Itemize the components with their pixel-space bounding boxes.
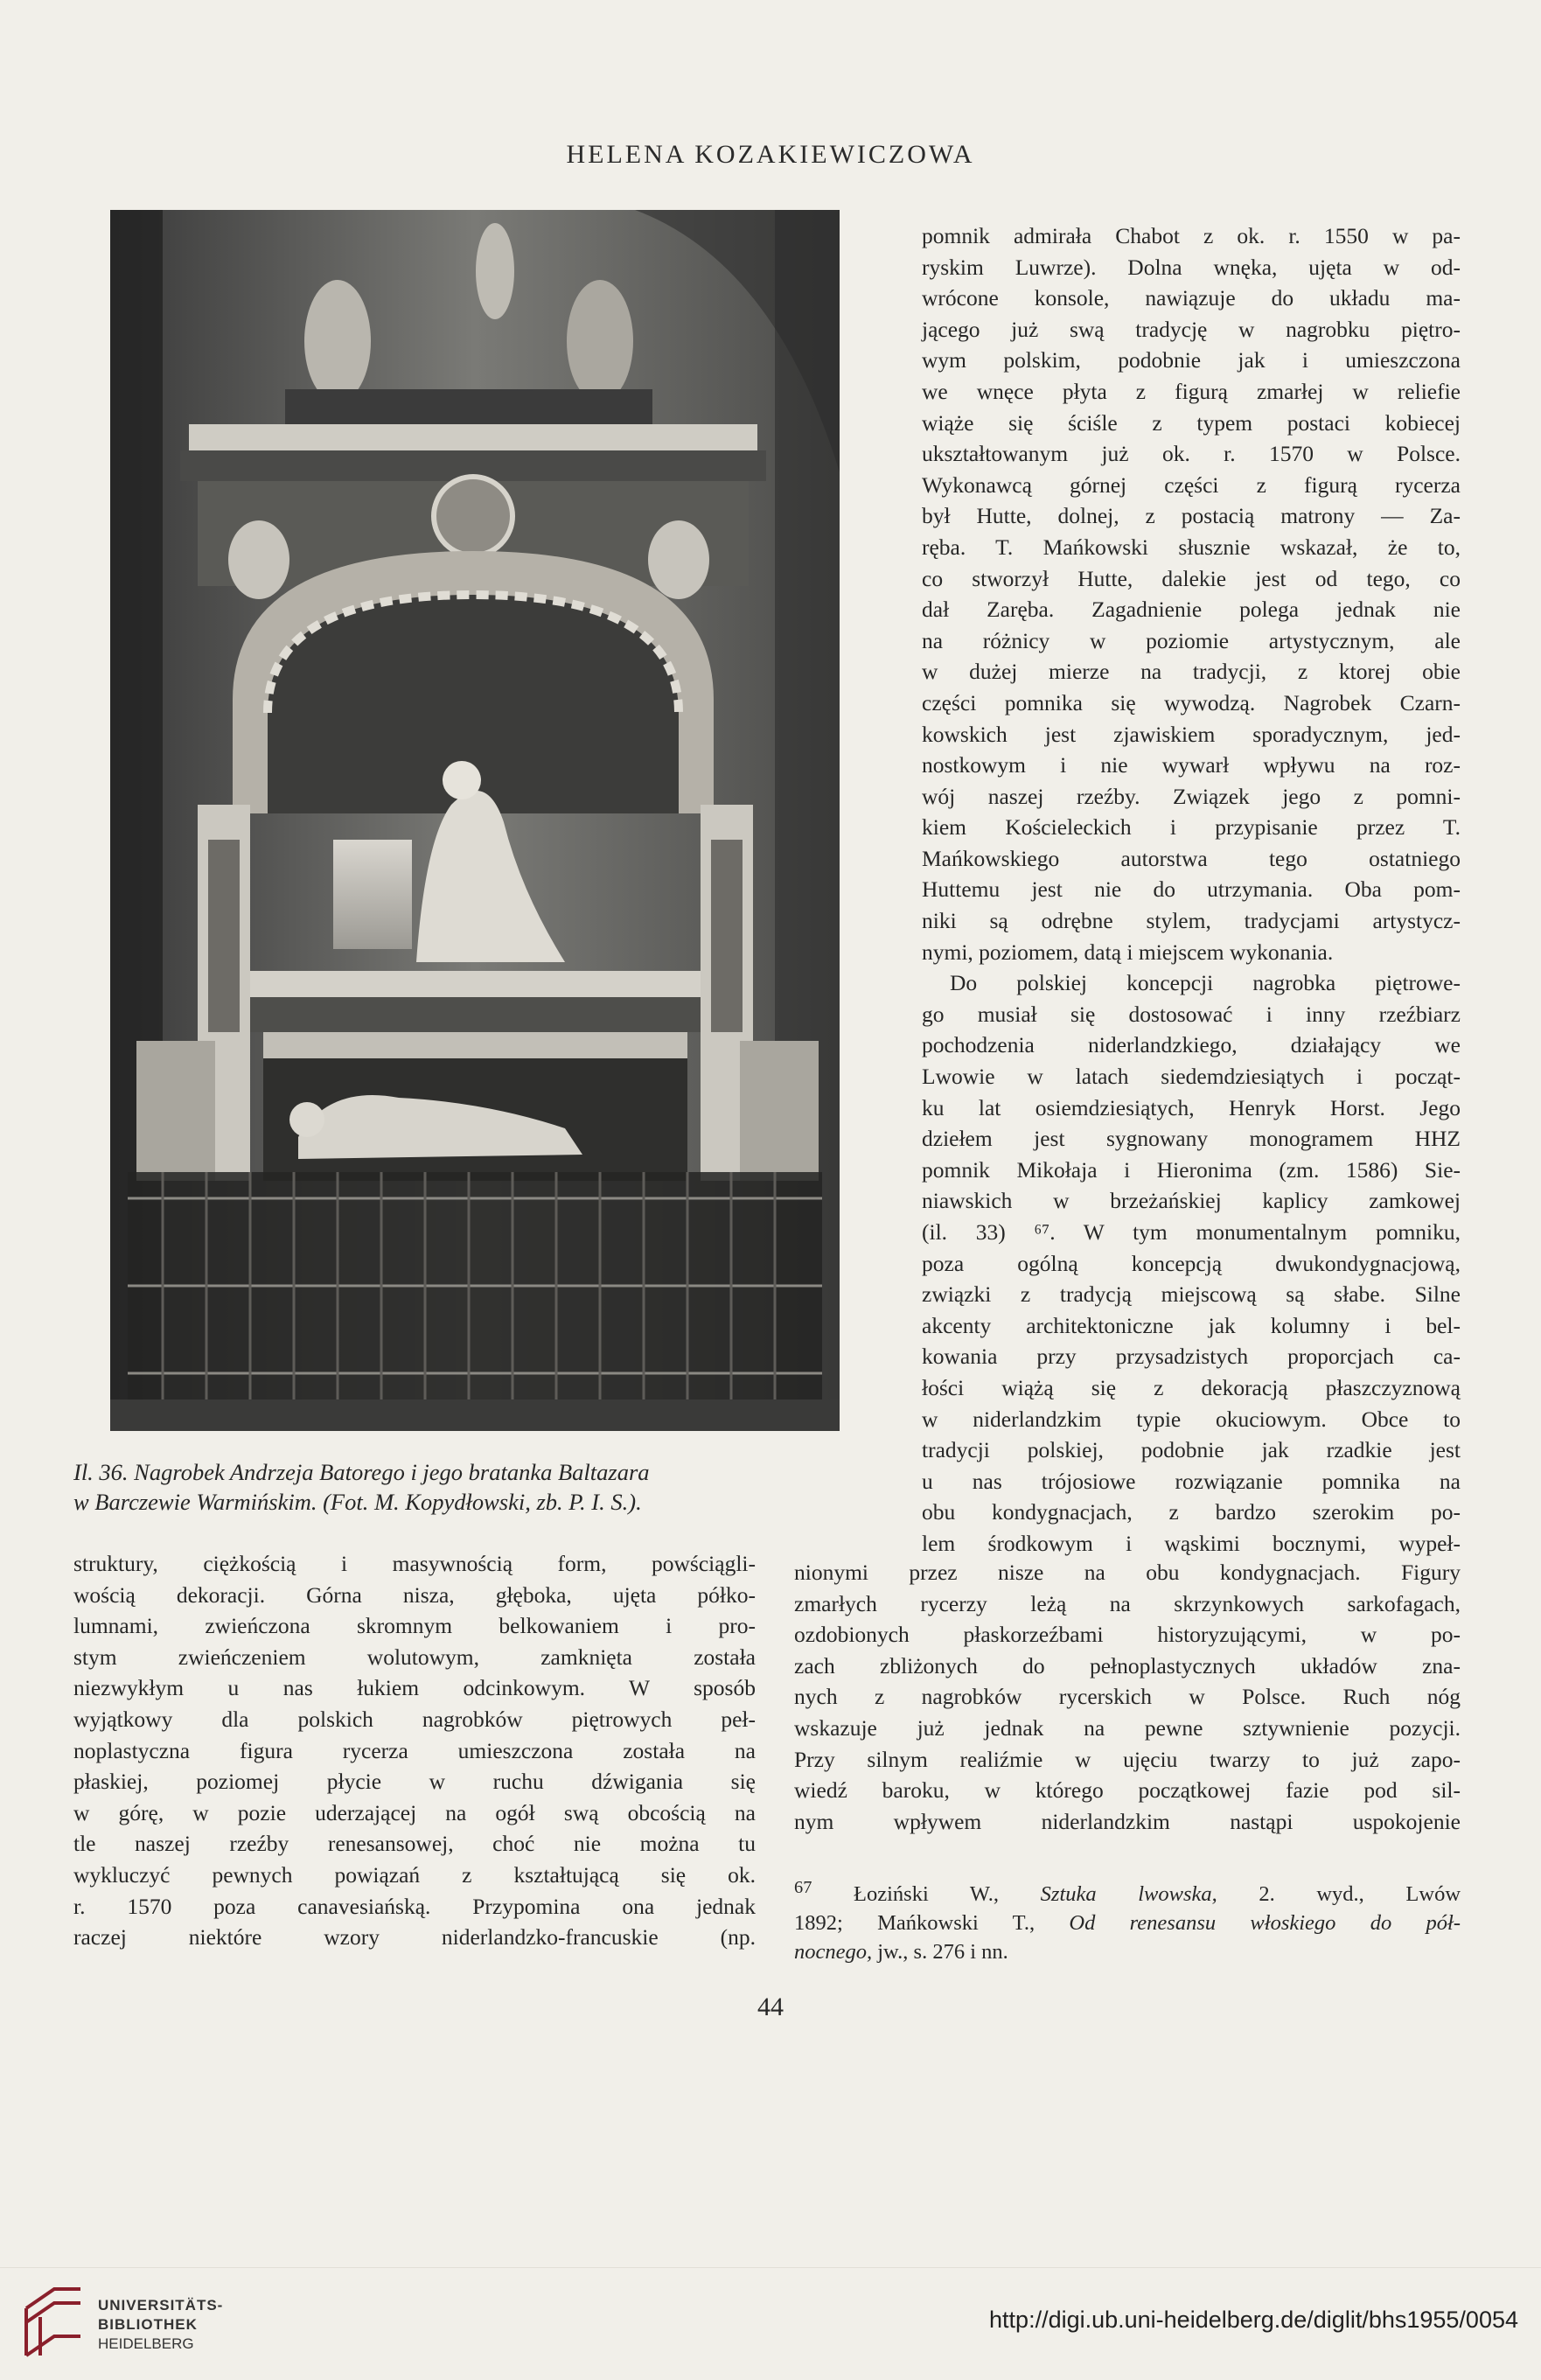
footnote-line bbox=[794, 1909, 1461, 1937]
footnote bbox=[794, 1874, 1461, 1966]
tomb-photograph-image bbox=[110, 210, 840, 1431]
text-line: wyjątkowy dla polskich nagrobków piętrowych peł- bbox=[73, 1706, 756, 1732]
text-line: pomnik Mikołaja i Hieronima (zm. 1586) Sie- bbox=[922, 1156, 1461, 1183]
library-name bbox=[98, 2296, 223, 2354]
text-line: zmarłych rycerzy leżą na skrzynkowych sarkofagach, bbox=[794, 1590, 1461, 1616]
caption-line: w Barczewie Warmińskim. (Fot. M. Kopydłowski, zb. P. I. S.). bbox=[73, 1489, 642, 1515]
text-line: niawskich w brzeżańskiej kaplicy zamkowej bbox=[922, 1188, 1461, 1214]
text-line: jącego już swą tradycję w nagrobku piętro- bbox=[922, 316, 1461, 342]
footnote-text: Łoziński W., bbox=[812, 1882, 1041, 1907]
lower-right-text-column bbox=[794, 1557, 1461, 1837]
text-line: części pomnika się wywodzą. Nagrobek Czarn- bbox=[922, 689, 1461, 715]
text-line: co stworzył Hutte, dalekie jest od tego, co bbox=[922, 565, 1461, 591]
library-name-line: HEIDELBERG bbox=[98, 2335, 194, 2352]
caption-line: Il. 36. Nagrobek Andrzeja Batorego i jego bratanka Baltazara bbox=[73, 1459, 650, 1485]
figure-caption bbox=[73, 1457, 861, 1517]
text-line: nych z nagrobków rycerskich w Polsce. Ruch nóg bbox=[794, 1684, 1461, 1710]
text-line: wój naszej rzeźby. Związek jego z pomni- bbox=[922, 783, 1461, 809]
text-line: r. 1570 poza canavesiańską. Przypomina ona jednak bbox=[73, 1893, 756, 1919]
text-line: płaskiej, poziomej płycie w ruchu dźwigania się bbox=[73, 1769, 756, 1795]
footnote-title: Sztuka lwowska, bbox=[1040, 1882, 1217, 1907]
library-name-line: BIBLIOTHEK bbox=[98, 2316, 198, 2333]
text-line: zach zbliżonych do pełnoplastycznych układów zna- bbox=[794, 1652, 1461, 1679]
tomb-photograph bbox=[110, 210, 840, 1431]
text-line: dał Zaręba. Zagadnienie polega jednak nie bbox=[922, 597, 1461, 623]
text-line: obu kondygnacjach, z bardzo szerokim po- bbox=[922, 1499, 1461, 1525]
text-line: kowskich jest zjawiskiem sporadycznym, jed- bbox=[922, 721, 1461, 747]
text-line: w dużej mierze na tradycji, z ktorej obie bbox=[922, 659, 1461, 685]
text-line: pomnik admirała Chabot z ok. r. 1550 w pa- bbox=[922, 223, 1461, 248]
text-line: nymi, poziomem, datą i miejscem wykonania. bbox=[922, 939, 1334, 965]
text-line: kiem Kościeleckich i przypisanie przez T. bbox=[922, 814, 1461, 841]
text-line: wskazuje już jednak na pewne sztywnienie pozycji. bbox=[794, 1714, 1461, 1741]
text-line: ozdobionych płaskorzeźbami historyzującymi, w po- bbox=[794, 1622, 1461, 1648]
footnote-title: nocnego, bbox=[794, 1940, 873, 1965]
footnote-line bbox=[794, 1874, 1461, 1909]
text-line: wykluczyć pewnych powiązań z kształtującą się ok. bbox=[73, 1861, 756, 1888]
footnote-text: 1892; Mańkowski T., bbox=[794, 1911, 1070, 1936]
text-line: łości wiążą się z dekoracją płaszczyznową bbox=[922, 1374, 1461, 1400]
text-line: w górę, w pozie uderzającej na ogół swą obcością na bbox=[73, 1799, 756, 1825]
text-line: wrócone konsole, nawiązuje do układu ma- bbox=[922, 285, 1461, 311]
text-line: niki są odrębne stylem, tradycjami artystycz- bbox=[922, 908, 1461, 934]
text-line: noplastyczna figura rycerza umieszczona została na bbox=[73, 1737, 756, 1763]
text-line: Wykonawcą górnej części z figurą rycerza bbox=[922, 471, 1461, 498]
library-name-line: UNIVERSITÄTS- bbox=[98, 2297, 224, 2314]
text-line: raczej niektóre wzory niderlandzko-francuskie (np. bbox=[73, 1924, 756, 1951]
text-line: Huttemu jest nie do utrzymania. Oba pom- bbox=[922, 876, 1461, 903]
text-line: tle naszej rzeźby renesansowej, choć nie można tu bbox=[73, 1831, 756, 1857]
footnote-text: 2. wyd., Lwów bbox=[1217, 1882, 1461, 1907]
text-line: ręba. T. Mańkowski słusznie wskazał, że to, bbox=[922, 534, 1461, 560]
footnote-title: Od renesansu włoskiego do pół- bbox=[1069, 1911, 1461, 1936]
text-line: go musiał się dostosować i inny rzeźbiarz bbox=[922, 1001, 1461, 1027]
text-line: związki z tradycją miejscową są słabe. Silne bbox=[922, 1281, 1461, 1308]
text-line: wiąże się ściśle z typem postaci kobiecej bbox=[922, 409, 1461, 436]
footnote-number: 67 bbox=[794, 1878, 812, 1897]
text-line: akcenty architektoniczne jak kolumny i bel- bbox=[922, 1312, 1461, 1338]
text-line: Mańkowskiego autorstwa tego ostatniego bbox=[922, 845, 1461, 871]
text-line: lumnami, zwieńczona skromnym belkowaniem i pro- bbox=[73, 1613, 756, 1639]
text-line: stym zwieńczeniem wolutowym, zamknięta została bbox=[73, 1644, 756, 1670]
text-line: poza ogólną koncepcją dwukondygnacjową, bbox=[922, 1250, 1461, 1276]
text-line: (il. 33) ⁶⁷. W tym monumentalnym pomniku, bbox=[922, 1219, 1461, 1245]
text-line: u nas trójosiowe rozwiązanie pomnika na bbox=[922, 1468, 1461, 1494]
right-text-column bbox=[922, 220, 1461, 1560]
text-line: w niderlandzkim typie okuciowym. Obce to bbox=[922, 1406, 1461, 1432]
text-line: Przy silnym realiźmie w ujęciu twarzy to już zapo- bbox=[794, 1746, 1461, 1772]
page-number: 44 bbox=[757, 1993, 784, 2021]
text-line: dziełem jest sygnowany monogramem HHZ bbox=[922, 1126, 1461, 1152]
text-line: wością dekoracji. Górna nisza, głęboka, ujęta półko- bbox=[73, 1581, 756, 1608]
text-line: na różnicy w poziomie artystycznym, ale bbox=[922, 627, 1461, 653]
text-line: wym polskim, podobnie jak i umieszczona bbox=[922, 347, 1461, 373]
text-line: Do polskiej koncepcji nagrobka piętrowe- bbox=[950, 970, 1461, 996]
running-header: HELENA KOZAKIEWICZOWA bbox=[566, 140, 975, 169]
text-line: nostkowym i nie wywarł wpływu na roz- bbox=[922, 752, 1461, 778]
text-line: lem środkowym i wąskimi bocznymi, wypeł- bbox=[922, 1530, 1461, 1556]
text-line: nym wpływem niderlandzkim nastąpi uspokojenie bbox=[794, 1808, 1461, 1834]
text-line: niezwykłym u nas łukiem odcinkowym. W sposób bbox=[73, 1675, 756, 1701]
text-line: tradycji polskiej, podobnie jak rzadkie jest bbox=[922, 1437, 1461, 1463]
text-line: Lwowie w latach siedemdziesiątych i począt- bbox=[922, 1064, 1461, 1090]
text-line: we wnęce płyta z figurą zmarłej w reliefie bbox=[922, 378, 1461, 404]
left-text-column bbox=[73, 1548, 756, 1953]
text-line: był Hutte, dolnej, z postacią matrony — Za- bbox=[922, 503, 1461, 529]
permalink-url[interactable]: http://digi.ub.uni-heidelberg.de/diglit/bhs1955/0054 bbox=[989, 2307, 1518, 2333]
library-logo-icon[interactable] bbox=[19, 2282, 87, 2363]
text-line: ryskim Luwrze). Dolna wnęka, ujęta w od- bbox=[922, 254, 1461, 280]
text-line: struktury, ciężkością i masywnością form, powściągli- bbox=[73, 1551, 756, 1576]
text-line: ukształtowanym już ok. r. 1570 w Polsce. bbox=[922, 441, 1461, 467]
text-line: nionymi przez nisze na obu kondygnacjach. Figury bbox=[794, 1560, 1461, 1585]
text-line: kowania przy przysadzistych proporcjach ca- bbox=[922, 1344, 1461, 1370]
text-line: wiedź baroku, w którego początkowej fazie pod sil- bbox=[794, 1777, 1461, 1804]
footnote-text: jw., s. 276 i nn. bbox=[872, 1940, 1008, 1965]
text-line: ku lat osiemdziesiątych, Henryk Horst. Jego bbox=[922, 1094, 1461, 1120]
text-line: pochodzenia niderlandzkiego, działający we bbox=[922, 1032, 1461, 1058]
viewer-footer bbox=[0, 2267, 1541, 2380]
footnote-line bbox=[794, 1937, 1461, 1966]
